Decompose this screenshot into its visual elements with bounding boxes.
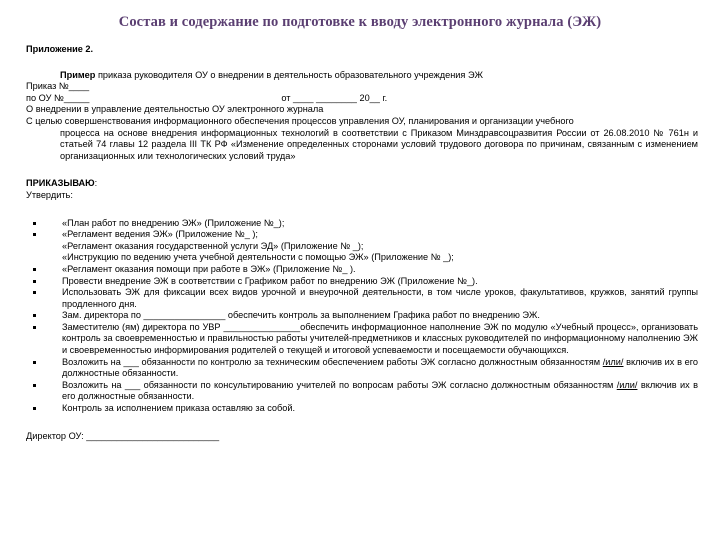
list-item-zam-direktora [26, 310, 698, 322]
list-item-text: Провести внедрение ЭЖ в соответствии с Графиком работ по внедрению ЭЖ (Приложение №_). [62, 275, 478, 286]
preamble-line-2: процесса на основе внедрения информационных технологий в соответствии с Приказом Минздравсоцразвития России от 26.08.2010 № 761н и статьей 74 главы 12 раздела III ТК РФ «Изменение определенных сторонами условий трудового договора по причинам, связанным с изменением организационных или технологических условий труда» [60, 127, 698, 161]
list-item-text-post: обеспечить контроль за выполнением Графика работ по внедрению ЭЖ. [225, 310, 540, 321]
list-item-reglament-pomoshchi [26, 264, 698, 276]
list-item-subline: «Регламент оказания государственной услуги ЭД» (Приложение № _); [62, 240, 364, 251]
list-item-zamestitelyu-uvr [26, 322, 698, 357]
order-keyword: ПРИКАЗЫВАЮ [26, 178, 95, 189]
list-item-underlined-option: /или/ [602, 356, 624, 367]
list-item-kontrol-ispolneniya [26, 403, 698, 415]
ou-number-text: по ОУ №_____ [26, 92, 90, 103]
list-item-text-pre: Зам. директора по [62, 310, 144, 321]
bullet-square-icon [33, 407, 36, 410]
spacer [26, 415, 698, 431]
fill-in-blank[interactable]: _______________ [223, 321, 301, 332]
bullet-square-icon [33, 280, 36, 283]
spacer [26, 56, 698, 70]
bullet-square-icon [33, 314, 36, 317]
list-item-text: Контроль за исполнением приказа оставляю за собой. [62, 403, 296, 414]
bullet-square-icon [33, 291, 36, 294]
signature-label: Директор ОУ: [26, 430, 87, 441]
list-item-text: Использовать ЭЖ для фиксации всех видов урочной и внеурочной деятельности, в том числе уроков, факультативов, кружков, занятий группы продленного дня. [62, 287, 698, 309]
signature-line [26, 431, 698, 443]
bullet-square-icon [33, 268, 36, 271]
list-item-plan-rabot [26, 218, 698, 230]
list-item-reglament-vedeniya [26, 229, 698, 264]
example-heading-bold: Пример [60, 69, 96, 80]
list-item-ispolzovat-ezh [26, 287, 698, 310]
example-heading [26, 70, 698, 82]
list-item-text: «Регламент ведения ЭЖ» (Приложение №_ ); [62, 229, 258, 240]
list-item-text-post: обязанности по контролю за техническим обеспечением работы ЭЖ согласно должностным обязанностям [138, 356, 603, 367]
list-item-text: «План работ по внедрению ЭЖ» (Приложение №_); [62, 217, 285, 228]
list-item-text-tail: включив их в его должностные обязанности. [62, 356, 698, 379]
list-item-underlined-option: /или/ [616, 379, 638, 390]
list-item-text: «Регламент оказания помощи при работе в ЭЖ» (Приложение №_ ). [62, 263, 356, 274]
list-item-vozlozhit-tech [26, 357, 698, 380]
appendix-label: Приложение 2. [26, 44, 94, 54]
document-body [26, 44, 698, 442]
list-item-text-pre: Заместителю (ям) директора по УВР [62, 321, 224, 332]
order-number-line: Приказ №____ [26, 81, 90, 92]
fill-in-blank[interactable]: ___ [124, 379, 141, 390]
fill-in-blank[interactable]: ___ [123, 356, 139, 367]
date-text: от ____ ________ 20__ г. [281, 92, 388, 103]
list-item-text-pre: Возложить на [62, 356, 124, 367]
spacer [26, 162, 698, 178]
subject-line: О внедрении в управление деятельностью ОУ электронного журнала [26, 104, 324, 115]
list-item-vozlozhit-konsult [26, 380, 698, 403]
list-item-text-tail: включив их в его должностные обязанности. [62, 379, 698, 402]
example-heading-rest: приказа руководителя ОУ о внедрении в деятельность образовательного учреждения ЭЖ [95, 69, 483, 80]
ou-number-date-line [26, 93, 698, 105]
bullet-square-icon [33, 222, 36, 225]
order-keyword-line [26, 178, 698, 190]
list-item-provesti-vnedrenie [26, 276, 698, 288]
page-title: Состав и содержание по подготовке к вводу электронного журнала (ЭЖ) [118, 14, 602, 30]
bullet-square-icon [33, 326, 36, 329]
order-keyword-suffix: : [94, 178, 98, 189]
list-item-text-pre: Возложить на [62, 379, 125, 390]
bullet-square-icon [33, 233, 36, 236]
fill-in-blank[interactable]: ________________ [143, 310, 226, 321]
list-item-text-post: обязанности по консультированию учителей по вопросам работы ЭЖ согласно должностным обязанностям [140, 379, 617, 390]
signature-blank[interactable]: __________________________ [86, 430, 220, 441]
spacer [26, 202, 698, 218]
approve-label: Утвердить: [26, 189, 73, 200]
preamble-line-1: С целью совершенствования информационного обеспечения процессов управления ОУ, планирования и организации учебного [26, 115, 574, 126]
bullet-square-icon [33, 361, 36, 364]
list-item-subline: «Инструкцию по ведению учета учебной деятельности с помощью ЭЖ» (Приложение № _); [62, 252, 454, 263]
order-items-list [26, 218, 698, 415]
list-item-text-post: обеспечить информационное наполнение ЭЖ по модулю «Учебный процесс», организовать контроль за своевременностью и правильностью работы учителей-предметников и классных руководителей по информационному наполнению ЭЖ и своевременностью информирования родителей о текущей и итоговой успеваемости и посещаемости обучающихся. [62, 321, 698, 356]
bullet-square-icon [33, 384, 36, 387]
